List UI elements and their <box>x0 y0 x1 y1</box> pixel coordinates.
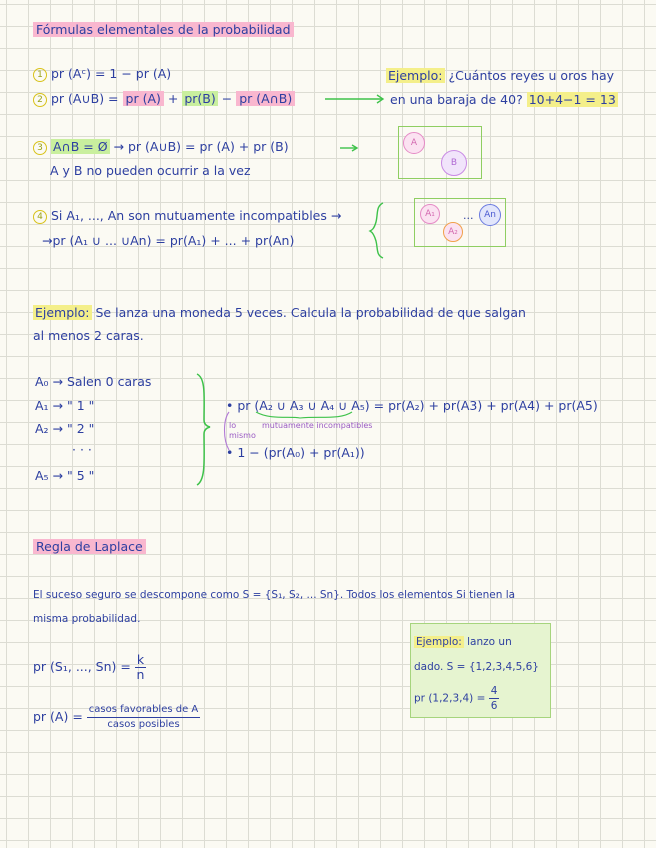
set-an-circle: An <box>479 204 501 226</box>
event-row: A₀ → Salen 0 caras <box>35 374 152 389</box>
example-3-line2: dado. S = {1,2,3,4,5,6} <box>414 661 539 673</box>
formula-2: 2 pr (A∪B) = pr (A) + pr(B) − pr (A∩B) <box>33 91 295 107</box>
brace <box>370 203 383 258</box>
formula-4-result: →pr (A₁ ∪ ... ∪An) = pr(A₁) + ... + pr(An) <box>42 233 295 248</box>
formula-4: 4 Si A₁, ..., An son mutuamente incompatibles → <box>33 208 341 224</box>
event-row: A₅ → " 5 " <box>35 468 95 483</box>
event-row: A₂ → " 2 " <box>35 421 95 436</box>
laplace-formula-2: pr (A) = $\frac{\text{casos favorables de A}}{\text{casos posibles}}$ <box>33 704 199 730</box>
example-2-line2: al menos 2 caras. <box>33 328 144 343</box>
set-b-circle: B <box>441 150 467 176</box>
solution-1: • pr (A₂ ∪ A₃ ∪ A₄ ∪ A₅) = pr(A₂) + pr(A3) + pr(A4) + pr(A5) <box>226 398 598 413</box>
page-title: Fórmulas elementales de la probabilidad <box>33 22 294 38</box>
brace <box>256 412 352 418</box>
same-label: lo mismo <box>229 421 256 440</box>
number-circle: 3 <box>33 141 47 155</box>
brace <box>197 374 210 485</box>
formula-3-note: A y B no pueden ocurrir a la vez <box>50 163 251 178</box>
laplace-formula-1: pr (S₁, ..., Sn) = $\frac{k}{n}$ <box>33 652 145 682</box>
laplace-line2: misma probabilidad. <box>33 613 141 625</box>
formula-1: 1 pr (Aᶜ) = 1 − pr (A) <box>33 66 171 82</box>
example-1-line2: en una baraja de 40? 10+4−1 = 13 <box>390 92 616 107</box>
example-1-line1: Ejemplo: ¿Cuántos reyes u oros hay <box>388 68 615 83</box>
example-3-line1: Ejemplo: lanzo un <box>416 636 512 648</box>
event-row-ellipsis: · · · <box>72 442 92 457</box>
formula-3: 3 A∩B = Ø → pr (A∪B) = pr (A) + pr (B) <box>33 139 289 155</box>
ellipsis: ... <box>463 209 474 222</box>
number-circle: 1 <box>33 68 47 82</box>
event-row: A₁ → " 1 " <box>35 398 95 413</box>
laplace-title: Regla de Laplace <box>33 539 146 555</box>
set-a-circle: A <box>403 132 425 154</box>
bracket <box>225 412 230 450</box>
set-a2-circle: A₂ <box>443 222 463 242</box>
number-circle: 4 <box>33 210 47 224</box>
set-a1-circle: A₁ <box>420 204 440 224</box>
example-3-line3: pr (1,2,3,4) = $\frac{4}{6}$ <box>414 685 498 712</box>
laplace-line1: El suceso seguro se descompone como S = {S₁, S₂, ... Sn}. Todos los elementos Si tienen la <box>33 589 516 601</box>
solution-1-note: mutuamente incompatibles <box>262 421 373 430</box>
example-2-line1: Ejemplo: Se lanza una moneda 5 veces. Calcula la probabilidad de que salgan <box>35 305 526 320</box>
solution-2: • 1 − (pr(A₀) + pr(A₁)) <box>226 445 365 460</box>
number-circle: 2 <box>33 93 47 107</box>
